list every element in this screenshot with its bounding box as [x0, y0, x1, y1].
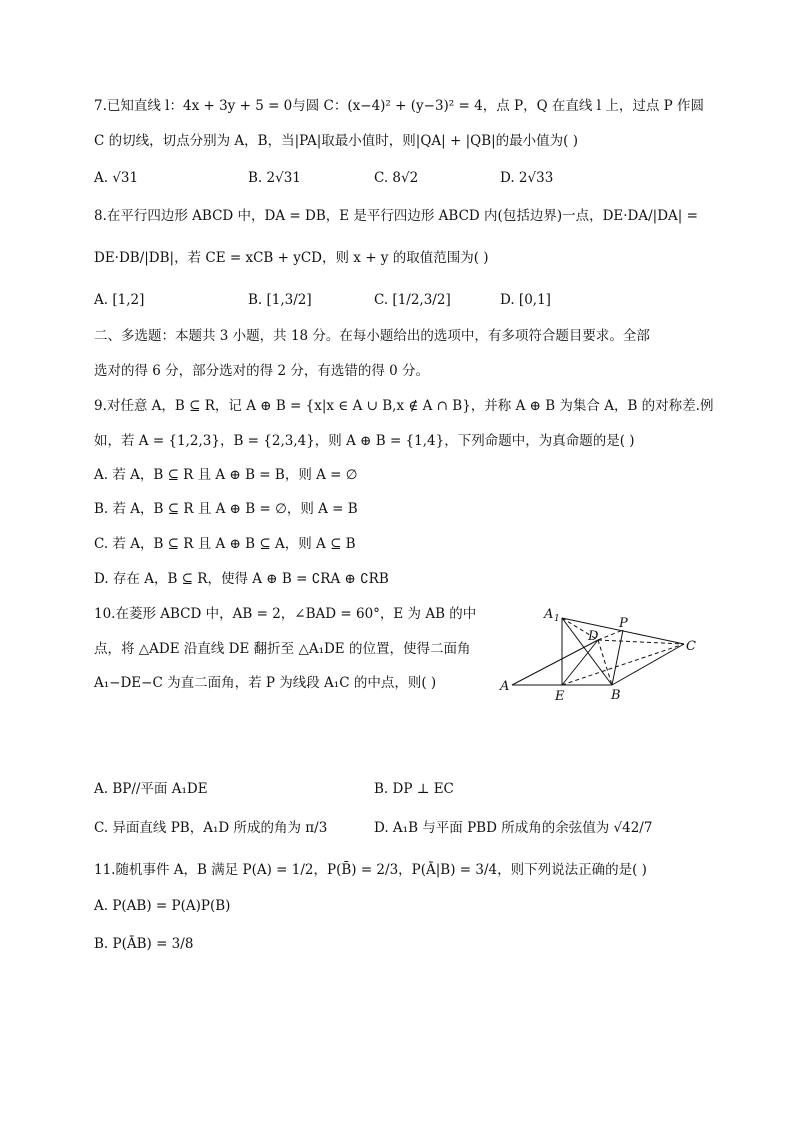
- edge-d-b-dashed: [598, 640, 612, 685]
- q10-geometry-figure: [498, 600, 708, 704]
- edge-d-c-dashed: [598, 640, 684, 644]
- label-e: E: [555, 689, 565, 704]
- q10-line-2: 点，将 △ADE 沿直线 DE 翻折至 △A₁DE 的位置，使得二面角: [94, 641, 471, 657]
- q10-option-a: A. BP//平面 A₁DE: [94, 781, 208, 797]
- q7-line-2: C 的切线，切点分别为 A，B，当|PA|取最小值时，则|QA| + |QB|的最小值为( ): [94, 133, 578, 149]
- label-a: A: [500, 679, 510, 694]
- label-a1: A: [544, 607, 554, 622]
- q11-option-b: B. P(ĀB) = 3/8: [94, 936, 194, 952]
- q10-line-1: 10.在菱形 ABCD 中，AB = 2，∠BAD = 60°，E 为 AB 的中: [94, 606, 477, 622]
- q8-line-2: DE·DB/|DB|，若 CE = xCB + yCD，则 x + y 的取值范围为( ): [94, 250, 489, 266]
- edge-b-p: [612, 630, 623, 685]
- section-2-heading-line-2: 选对的得 6 分，部分选对的得 2 分，有选错的得 0 分。: [94, 363, 430, 379]
- q10-figure-svg: [498, 600, 708, 704]
- q10-option-b: B. DP ⊥ EC: [374, 781, 454, 797]
- q9-option-a: A. 若 A，B ⊆ R 且 A ⊕ B = B，则 A = ∅: [94, 467, 358, 483]
- q9-line-1: 9.对任意 A，B ⊆ R，记 A ⊕ B = {x|x ∈ A ∪ B,x ∉ A ∩ B}，并称 A ⊕ B 为集合 A，B 的对称差.例: [94, 398, 714, 414]
- q8-option-c: C. [1/2,3/2]: [374, 292, 451, 308]
- q9-option-c: C. 若 A，B ⊆ R 且 A ⊕ B ⊆ A，则 A ⊆ B: [94, 536, 356, 552]
- q10-option-c: C. 异面直线 PB，A₁D 所成的角为 π/3: [94, 820, 328, 836]
- q11-line-1: 11.随机事件 A，B 满足 P(A) = 1/2，P(B̄) = 2/3，P(Ā|B) = 3/4，则下列说法正确的是( ): [94, 862, 647, 878]
- q9-option-d: D. 存在 A，B ⊆ R，使得 A ⊕ B = ∁RA ⊕ ∁RB: [94, 571, 389, 587]
- label-d: D: [588, 629, 599, 644]
- q7-option-b: B. 2√31: [248, 170, 301, 186]
- label-b: B: [611, 688, 621, 703]
- q7-option-a: A. √31: [94, 170, 139, 186]
- label-p: P: [619, 616, 628, 631]
- section-2-heading-line-1: 二、多选题：本题共 3 小题，共 18 分。在每小题给出的选项中，有多项符合题目要求。全部: [94, 328, 650, 344]
- edge-e-d: [562, 640, 598, 685]
- q8-line-1: 8.在平行四边形 ABCD 中，DA = DB，E 是平行四边形 ABCD 内(包括边界)一点，DE·DA/|DA| =: [94, 208, 698, 224]
- label-c: C: [686, 639, 696, 654]
- q7-option-d: D. 2√33: [500, 170, 554, 186]
- q11-option-a: A. P(AB) = P(A)P(B): [94, 898, 231, 914]
- q9-option-b: B. 若 A，B ⊆ R 且 A ⊕ B = ∅，则 A = B: [94, 501, 358, 517]
- edge-a-d: [512, 640, 598, 685]
- q7-option-c: C. 8√2: [374, 170, 419, 186]
- q7-line-1: 7.已知直线 l：4x + 3y + 5 = 0与圆 C：(x−4)² + (y−3)² = 4，点 P，Q 在直线 l 上，过点 P 作圆: [94, 98, 704, 114]
- q9-line-2: 如，若 A = {1,2,3}，B = {2,3,4}，则 A ⊕ B = {1,4}，下列命题中，为真命题的是( ): [94, 433, 635, 449]
- q8-option-b: B. [1,3/2]: [248, 292, 312, 308]
- label-a1-subscript: 1: [554, 614, 560, 624]
- q8-option-a: A. [1,2]: [94, 292, 145, 308]
- q10-line-3: A₁−DE−C 为直二面角，若 P 为线段 A₁C 的中点，则( ): [94, 675, 437, 691]
- edge-d-p-dashed: [598, 630, 623, 640]
- q10-option-d: D. A₁B 与平面 PBD 所成角的余弦值为 √42/7: [374, 820, 653, 836]
- q8-option-d: D. [0,1]: [500, 292, 551, 308]
